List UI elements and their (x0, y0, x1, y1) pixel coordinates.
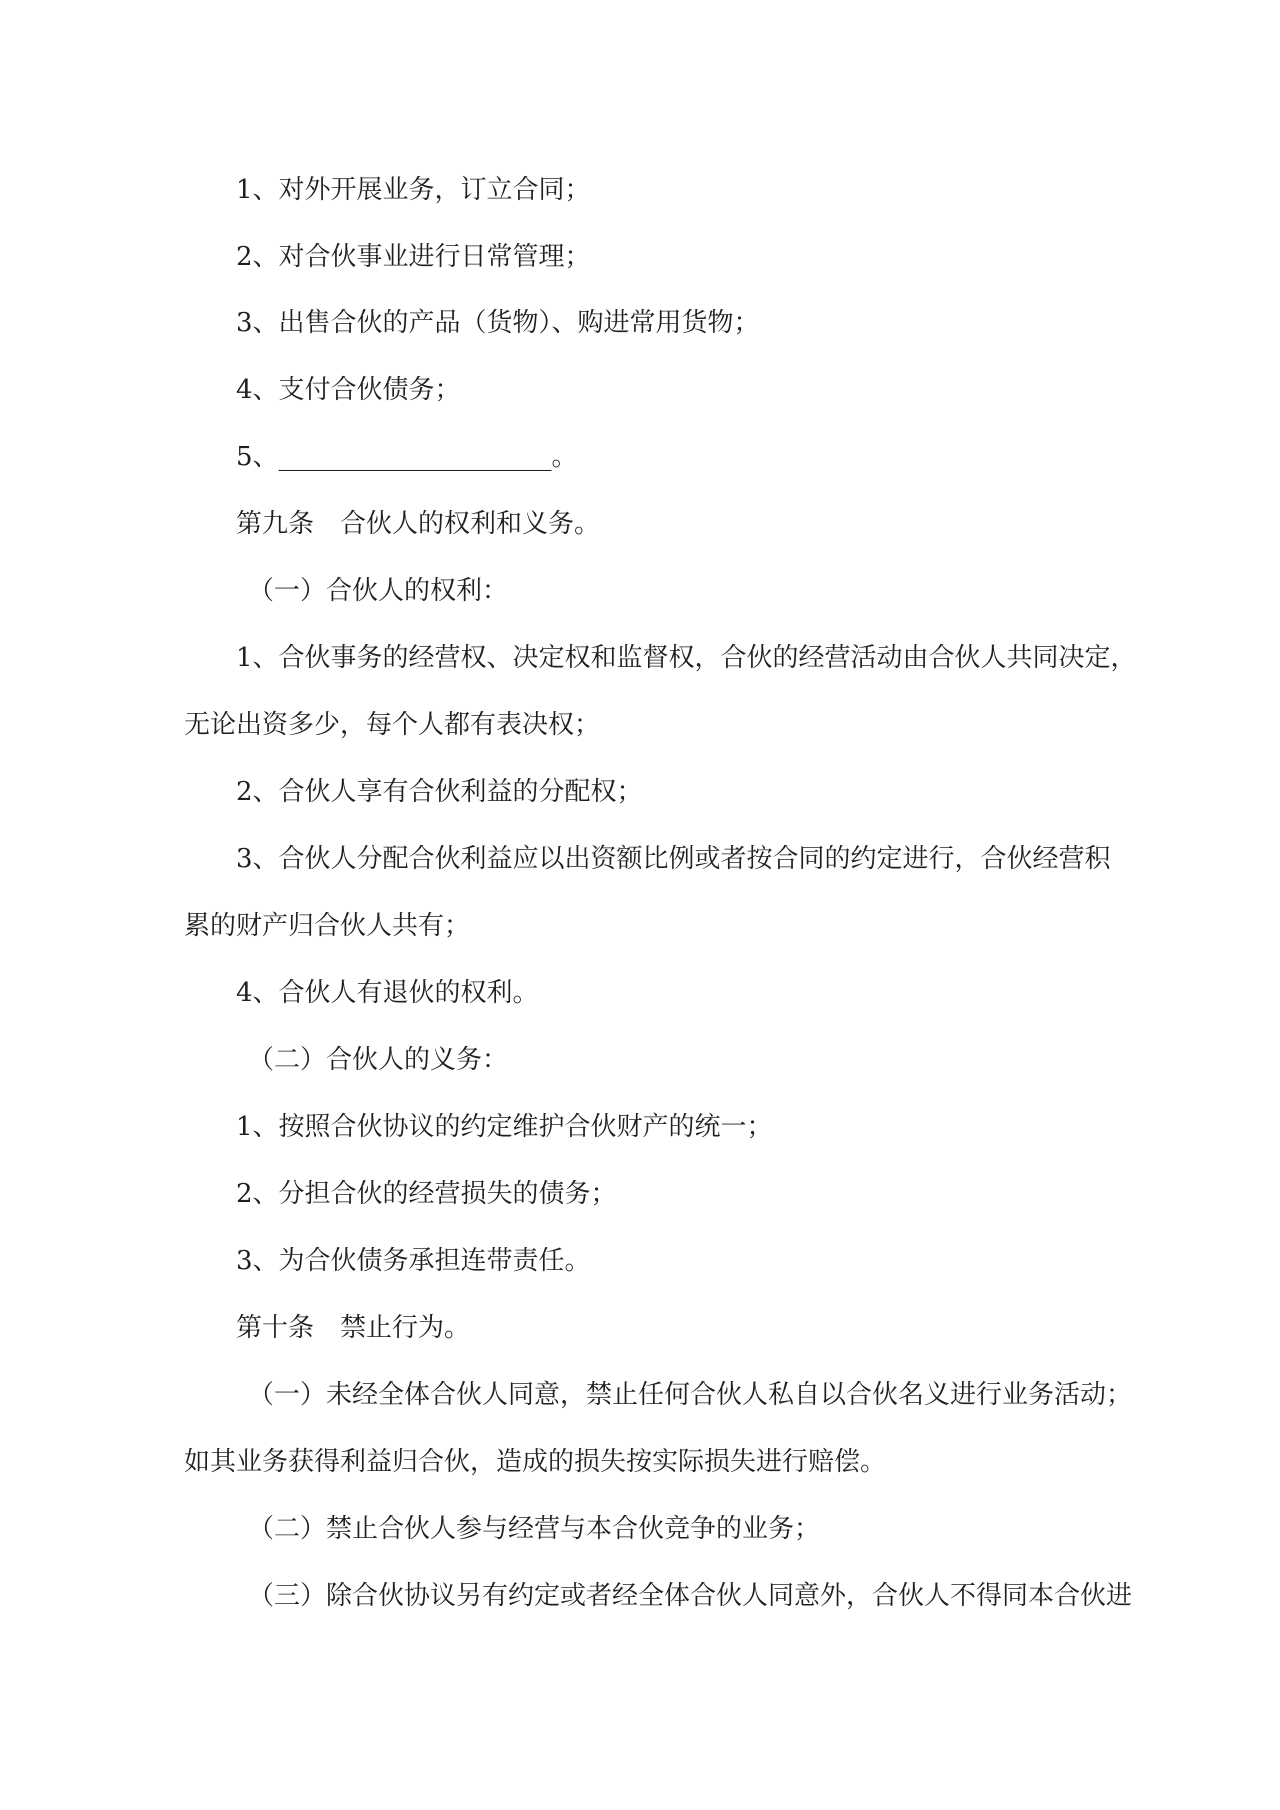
clause-item-4-debts: 4、支付合伙债务； (236, 375, 461, 405)
prohibition-2: （二）禁止合伙人参与经营与本合伙竞争的业务； (248, 1514, 821, 1544)
article-10-heading: 第十条 禁止行为。 (236, 1313, 471, 1343)
rights-item-1-line-2: 无论出资多少，每个人都有表决权； (184, 710, 601, 740)
clause-item-3-goods: 3、出售合伙的产品（货物）、购进常用货物； (236, 308, 760, 338)
duties-item-2: 2、分担合伙的经营损失的债务； (236, 1179, 617, 1209)
rights-item-3-line-2: 累的财产归合伙人共有； (184, 911, 471, 941)
rights-item-3-line-1: 3、合伙人分配合伙利益应以出资额比例或者按合同的约定进行，合伙经营积 (236, 844, 1111, 874)
rights-item-1-line-1: 1、合伙事务的经营权、决定权和监督权，合伙的经营活动由合伙人共同决定， (236, 643, 1137, 673)
duties-subheading: （二）合伙人的义务： (248, 1045, 509, 1075)
clause-item-2-management: 2、对合伙事业进行日常管理； (236, 242, 591, 272)
prohibition-3-line-1: （三）除合伙协议另有约定或者经全体合伙人同意外，合伙人不得同本合伙进 (248, 1581, 1133, 1611)
rights-item-4: 4、合伙人有退伙的权利。 (236, 978, 539, 1008)
duties-item-1: 1、按照合伙协议的约定维护合伙财产的统一； (236, 1112, 773, 1142)
article-9-heading: 第九条 合伙人的权利和义务。 (236, 509, 601, 539)
prohibition-1-line-2: 如其业务获得利益归合伙，造成的损失按实际损失进行赔偿。 (184, 1447, 887, 1477)
clause-item-5-blank: 5、_____________________。 (236, 442, 578, 472)
rights-subheading: （一）合伙人的权利： (248, 576, 509, 606)
duties-item-3: 3、为合伙债务承担连带责任。 (236, 1246, 591, 1276)
clause-item-1-business: 1、对外开展业务，订立合同； (236, 175, 591, 205)
rights-item-2: 2、合伙人享有合伙利益的分配权； (236, 777, 643, 807)
prohibition-1-line-1: （一）未经全体合伙人同意，禁止任何合伙人私自以合伙名义进行业务活动； (248, 1380, 1133, 1410)
